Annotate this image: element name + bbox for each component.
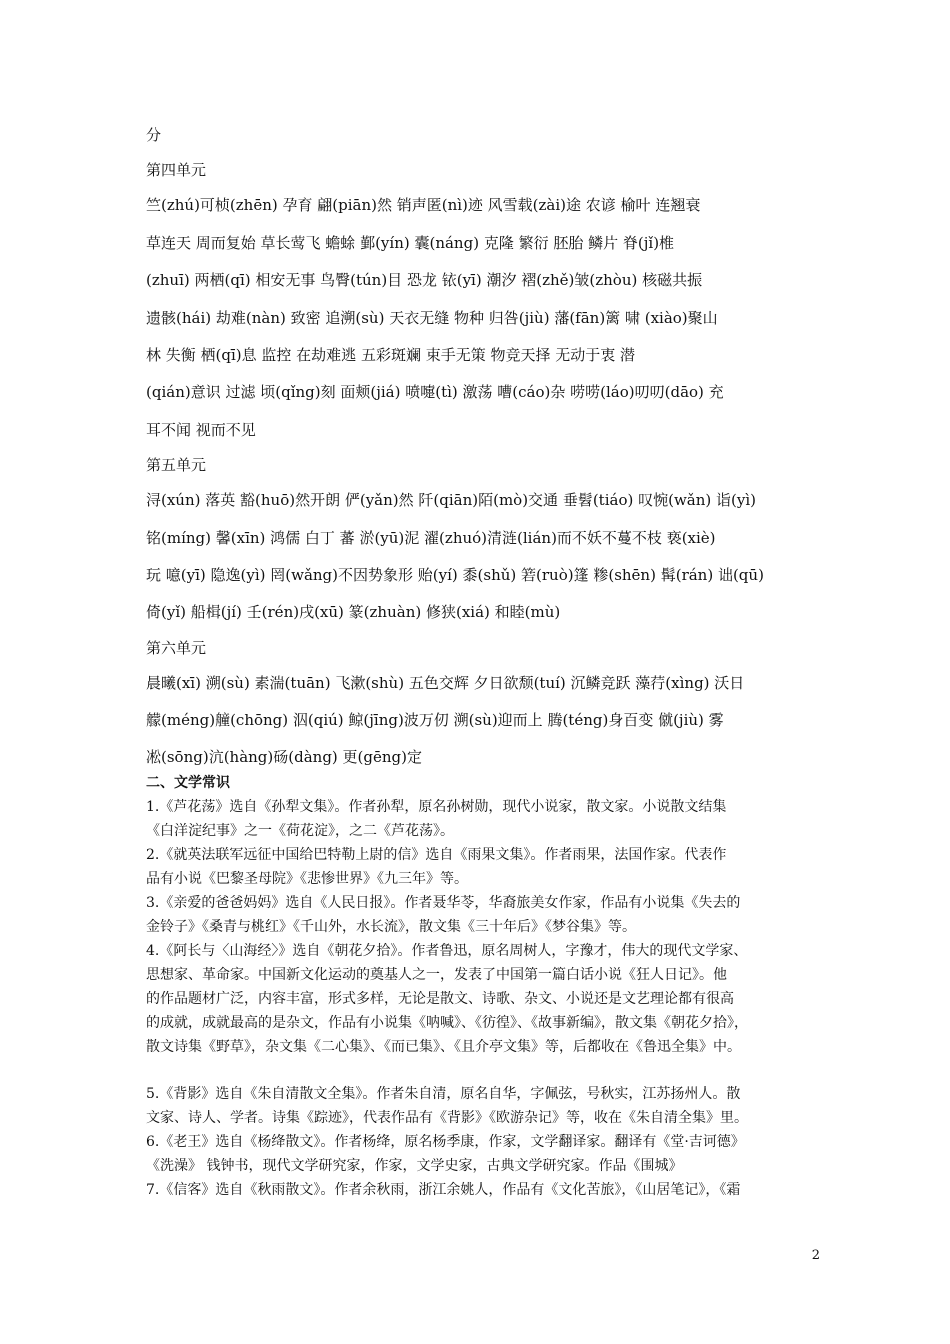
text-line: 金铃子》《桑青与桃红》《千山外，水长流》，散文集《三十年后》《梦谷集》等。 — [146, 919, 636, 935]
vocab-line: 浔(xún) 落英 豁(huō)然开朗 俨(yǎn)然 阡(qiān)陌(mò)交通 垂髫(tiáo) 叹惋(wǎn) 诣(yì) — [146, 491, 756, 510]
text-line: 的作品题材广泛，内容丰富，形式多样，无论是散文、诗歌、杂文、小说还是文艺理论都有很高 — [146, 991, 734, 1007]
text-line: 3.《亲爱的爸爸妈妈》选自《人民日报》。作者聂华苓，华裔旅美女作家，作品有小说集《失去的 — [146, 895, 741, 911]
vocab-line: 倚(yǐ) 船楫(jí) 壬(rén)戌(xū) 篆(zhuàn) 修狭(xiá) 和睦(mù) — [146, 603, 561, 622]
vocab-line: 玩 噫(yī) 隐逸(yì) 罔(wǎng)不因势象形 贻(yí) 黍(shǔ) 箬(ruò)篷 糁(shēn) 髯(rán) 诎(qū) — [146, 565, 764, 584]
vocab-line: 竺(zhú)可桢(zhēn) 孕育 翩(piān)然 销声匿(nì)迹 风雪载(zài)途 农谚 榆叶 连翘衰 — [146, 196, 701, 215]
unit-heading: 第六单元 — [146, 638, 207, 657]
text-line: 《洗澡》 钱钟书，现代文学研究家，作家，文学史家，古典文学研究家。作品《围城》 — [146, 1158, 683, 1174]
vocab-line: (qián)意识 过滤 顷(qǐng)刻 面颊(jiá) 喷嚏(tì) 激荡 嘈(cáo)杂 唠唠(láo)叨叨(dāo) 充 — [146, 383, 724, 402]
text-line: 5.《背影》选自《朱自清散文全集》。作者朱自清，原名自华，字佩弦，号秋实，江苏扬州人。散 — [146, 1086, 741, 1102]
text-line: 《白洋淀纪事》之一《荷花淀》，之二《芦花荡》。 — [146, 823, 454, 839]
text-line: 品有小说《巴黎圣母院》《悲惨世界》《九三年》等。 — [146, 871, 468, 887]
unit-heading: 第五单元 — [146, 456, 207, 475]
vocab-line: (zhuī) 两栖(qī) 相安无事 鸟臀(tún)目 恐龙 铱(yī) 潮汐 褶(zhě)皱(zhòu) 核磁共振 — [146, 271, 703, 290]
text-line: 的成就，成就最高的是杂文，作品有小说集《呐喊》、《彷徨》、《故事新编》，散文集《朝花夕拾》， — [146, 1015, 748, 1031]
blank-line — [146, 1059, 808, 1082]
text-line: 2.《就英法联军远征中国给巴特勒上尉的信》选自《雨果文集》。作者雨果，法国作家。代表作 — [146, 847, 727, 863]
vocab-line: 艨(méng)艟(chōng) 泅(qiú) 鲸(jīng)波万仞 溯(sù)迎而上 腾(téng)身百变 僦(jiù) 雾 — [146, 711, 724, 730]
text-line: 7.《信客》选自《秋雨散文》。作者余秋雨，浙江余姚人，作品有《文化苦旅》，《山居笔记》，《霜 — [146, 1182, 741, 1198]
text-line: 4.《阿长与〈山海经〉》选自《朝花夕拾》。作者鲁迅，原名周树人，字豫才，伟大的现代文学家、 — [146, 943, 748, 959]
page-number: 2 — [811, 1248, 820, 1263]
vocab-line: 遗骸(hái) 劫难(nàn) 致密 追溯(sù) 天衣无缝 物种 归咎(jiù) 藩(fān)篱 啸 (xiào)聚山 — [146, 308, 718, 327]
text-line: 文家、诗人、学者。诗集《踪迹》，代表作品有《背影》《欧游杂记》等，收在《朱自清全集》里。 — [146, 1110, 748, 1126]
text-line: 思想家、革命家。中国新文化运动的奠基人之一，发表了中国第一篇白话小说《狂人日记》。他 — [146, 967, 727, 983]
vocabulary-section — [146, 117, 808, 777]
section-heading: 二、文学常识 — [146, 775, 230, 791]
text-line: 散文诗集《野草》，杂文集《二心集》、《而已集》、《且介亭文集》等，后都收在《鲁迅全集》中。 — [146, 1039, 741, 1055]
text-line: 1.《芦花荡》选自《孙犁文集》。作者孙犁，原名孙树勋，现代小说家，散文家。小说散文结集 — [146, 799, 727, 815]
vocab-line: 林 失衡 栖(qī)息 监控 在劫难逃 五彩斑斓 束手无策 物竞天择 无动于衷 潜 — [146, 345, 636, 364]
unit-heading: 第四单元 — [146, 161, 207, 180]
vocab-line: 铭(míng) 馨(xīn) 鸿儒 白丁 蕃 淤(yū)泥 濯(zhuó)清涟(lián)而不妖不蔓不枝 亵(xiè) — [146, 528, 716, 547]
vocab-line: 耳不闻 视而不见 — [146, 420, 256, 439]
vocab-line: 分 — [146, 126, 162, 144]
vocab-line: 草连天 周而复始 草长莺飞 蟾蜍 鄞(yín) 囊(náng) 克隆 繁衍 胚胎 鳞片 脊(jǐ)椎 — [146, 233, 675, 252]
literature-section — [146, 771, 808, 1202]
vocab-line: 晨曦(xī) 溯(sù) 素湍(tuān) 飞漱(shù) 五色交辉 夕日欲颓(tuí) 沉鳞竞跃 藻荇(xìng) 沃日 — [146, 673, 745, 692]
vocab-line: 凇(sōng)沆(hàng)砀(dàng) 更(gēng)定 — [146, 748, 422, 767]
text-line: 6.《老王》选自《杨绛散文》。作者杨绛，原名杨季康，作家，文学翻译家。翻译有《堂·吉诃德》 — [146, 1134, 745, 1150]
